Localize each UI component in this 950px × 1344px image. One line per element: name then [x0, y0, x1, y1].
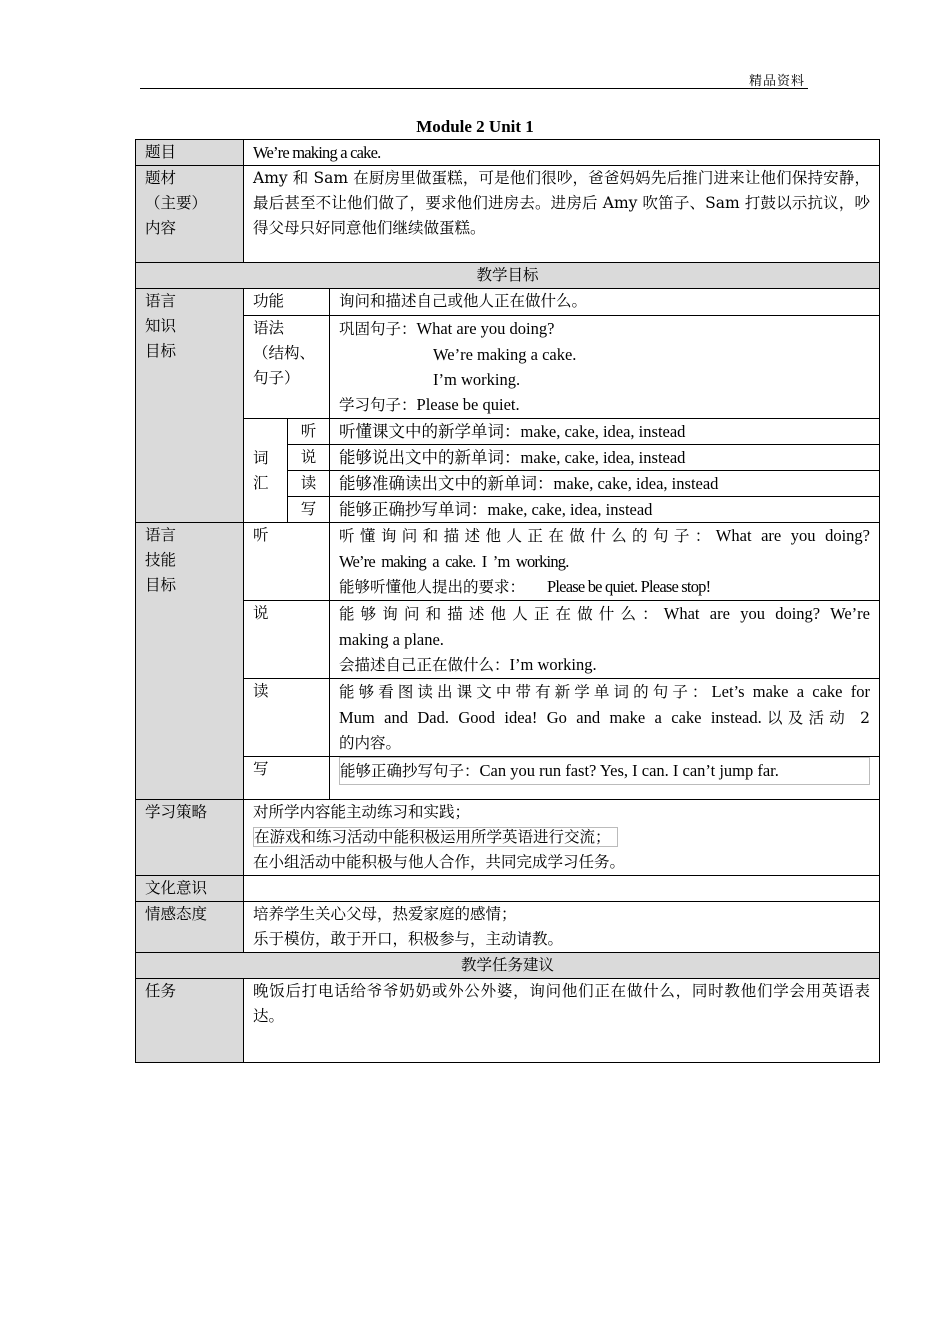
skill-read-label: 读 [244, 679, 330, 757]
vocab-text: 能够正确抄写单词：make, cake, idea, instead [330, 497, 880, 523]
emotion-label: 情感态度 [136, 902, 244, 953]
vocab-skill: 读 [288, 471, 330, 497]
skills-label: 语言 技能 目标 [136, 523, 244, 800]
skill-listen-label: 听 [244, 523, 330, 601]
material-row [136, 166, 880, 263]
skill-write-label: 写 [244, 757, 330, 800]
strategy-text: 对所学内容能主动练习和实践； 在游戏和练习活动中能积极运用所学英语进行交流； 在小组活动中能积极与他人合作，共同完成学习任务。 [244, 800, 880, 876]
grammar-label: 语法 （结构、 句子） [244, 316, 330, 419]
vocab-text: 能够准确读出文中的新单词：make, cake, idea, instead [330, 471, 880, 497]
emotion-text: 培养学生关心父母，热爱家庭的感情； 乐于模仿，敢于开口，积极参与，主动请教。 [244, 902, 880, 953]
skill-speak-row [136, 601, 880, 679]
material-label: 题材 （主要） 内容 [136, 166, 244, 263]
vocab-skill: 听 [288, 419, 330, 445]
culture-value [244, 876, 880, 902]
topic-row [136, 140, 880, 166]
skill-write-row [136, 757, 880, 800]
skill-read-row [136, 679, 880, 757]
function-row [136, 289, 880, 316]
topic-label: 题目 [136, 140, 244, 166]
function-label: 功能 [244, 289, 330, 316]
section-tasks-heading: 教学任务建议 [136, 953, 880, 979]
lesson-plan-table [135, 139, 880, 1063]
skill-speak-text: 能够询问和描述他人正在做什么：What are you doing? We’re making a plane. 会描述自己正在做什么：I’m working. [330, 601, 880, 679]
grammar-text: 巩固句子：What are you doing? We’re making a cake. I’m working. 学习句子：Please be quiet. [330, 316, 880, 419]
section-tasks-row [136, 953, 880, 979]
section-goals-heading: 教学目标 [136, 263, 880, 289]
doc-title: Module 2 Unit 1 [416, 117, 534, 136]
page-header: 精品资料 [749, 74, 806, 89]
skill-speak-label: 说 [244, 601, 330, 679]
culture-row [136, 876, 880, 902]
task-label: 任务 [136, 979, 244, 1063]
function-text: 询问和描述自己或他人正在做什么。 [330, 289, 880, 316]
vocab-text: 听懂课文中的新学单词：make, cake, idea, instead [330, 419, 880, 445]
strategy-label: 学习策略 [136, 800, 244, 876]
skill-listen-text: 听懂询问和描述他人正在做什么的句子：What are you doing? We’re making a cake. I ’m working. 能够听懂他人提出的要求： Please be quiet. Please stop! [330, 523, 880, 601]
knowledge-label: 语言 知识 目标 [136, 289, 244, 523]
topic-value: We’re making a cake. [244, 140, 880, 166]
grammar-row [136, 316, 880, 419]
vocab-label: 词 汇 [244, 419, 288, 523]
task-text: 晚饭后打电话给爷爷奶奶或外公外婆，询问他们正在做什么，同时教他们学会用英语表达。 [244, 979, 880, 1063]
vocab-skill: 写 [288, 497, 330, 523]
material-text: Amy 和 Sam 在厨房里做蛋糕，可是他们很吵，爸爸妈妈先后推门进来让他们保持安静，最后甚至不让他们做了，要求他们进房去。进房后 Amy 吹笛子、Sam 打鼓以示抗议，吵得父母只好同意他们继续做蛋糕。 [244, 166, 880, 263]
skill-read-text: 能够看图读出课文中带有新学单词的句子：Let’s make a cake for Mum and Dad. Good idea! Go and make a cake instead.以及活动 2 的内容。 [330, 679, 880, 757]
vocab-skill: 说 [288, 445, 330, 471]
strategy-row [136, 800, 880, 876]
emotion-row [136, 902, 880, 953]
skill-write-text: 能够正确抄写句子：Can you run fast? Yes, I can. I can’t jump far. [330, 757, 880, 800]
header-rule [140, 88, 808, 89]
task-row [136, 979, 880, 1063]
culture-label: 文化意识 [136, 876, 244, 902]
skill-listen-row [136, 523, 880, 601]
vocab-row [136, 419, 880, 445]
section-goals-row [136, 263, 880, 289]
vocab-text: 能够说出文中的新单词：make, cake, idea, instead [330, 445, 880, 471]
